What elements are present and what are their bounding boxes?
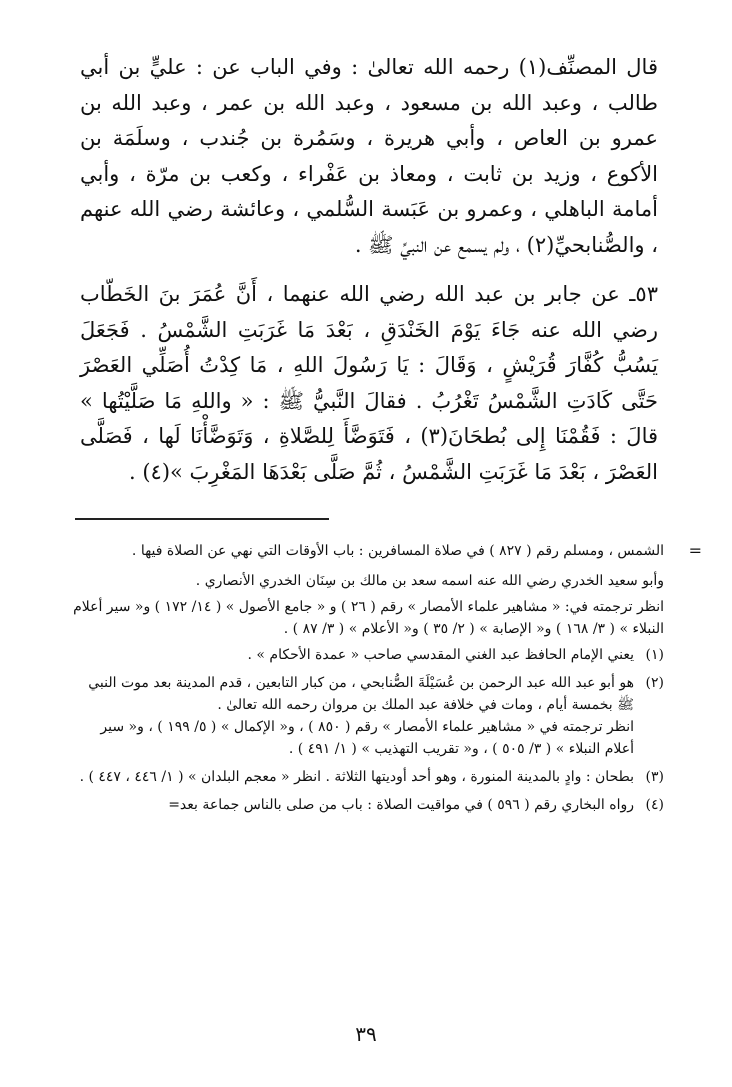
footnote-1 <box>68 644 664 666</box>
footnote-text: رواه البخاري رقم ( ٥٩٦ ) في مواقيت الصلاة : باب من صلى بالناس جماعة بعد= <box>168 797 634 813</box>
footnote-number: (٣) <box>645 769 664 785</box>
author-paragraph: قال المصنِّف(١) رحمه الله تعالىٰ : وفي الباب عن : عليٍّ بن أبي طالب ، وعبد الله بن مسعود ، وعبد الله بن عمر ، وعبد الله بن عمرو بن العاص ، وأبي هريرة ، وسَمُرة بن جُندب ، وسلَمَة بن الأكوع ، وزيد بن ثابت ، ومعاذ بن عَفْراء ، وكعب بن مرّة ، وأبي أمامة الباهلي ، وعمرو بن عَبَسة السُّلمي ، وعائشة رضي الله عنهم ، والصُّنابحيِّ(٢) ، ولم يسمع عن النبيِّ ﷺ . <box>80 55 658 257</box>
footnote-number: (٢) <box>645 675 664 691</box>
footnote-text: انظر ترجمته في « مشاهير علماء الأمصار » رقم ( ٨٥٠ ) ، و« الإكمال » ( ٥/ ١٩٩ ) ، و« سير أعلام النبلاء » ( ٣/ ٥٠٥ ) ، و« تقريب التهذيب » ( ١/ ٤٩١ ) . <box>100 719 634 757</box>
footnote-4 <box>68 794 664 816</box>
footnote-3 <box>68 766 664 788</box>
continuation-text: الشمس ، ومسلم رقم ( ٨٢٧ ) في صلاة المسافرين : باب الأوقات التي نهي عن الصلاة فيها . <box>131 543 664 559</box>
footnote-2 <box>68 672 664 760</box>
footnotes <box>68 540 702 822</box>
footnote-number: (١) <box>645 647 664 663</box>
footnote-continuation <box>68 540 702 640</box>
narrator-biography-refs: انظر ترجمته في: « مشاهير علماء الأمصار » رقم ( ٢٦ ) و « جامع الأصول » ( ١٤/ ١٧٢ ) و« سير أعلام النبلاء » ( ٣/ ١٦٨ ) و« الإصابة » ( ٢/ ٣٥ ) و« الأعلام » ( ٣/ ٨٧ ) . <box>73 599 664 637</box>
hadith-text: عن جابر بن عبد الله رضي الله عنهما ، أَنَّ عُمَرَ بنَ الخَطّاب رضي الله عنه جَاءَ يَوْمَ الخَنْدَقِ ، بَعْدَ مَا غَرَبَتِ الشَّمْسُ . فَجَعَلَ يَسُبُّ كُفَّارَ قُرَيْشٍ ، وَقَالَ : يَا رَسُولَ اللهِ ، مَا كِدْتُ أُصَلِّي العَصْرَ حَتَّى كَادَتِ الشَّمْسُ تَغْرُبُ . فقالَ النَّبيُّ ﷺ : « واللهِ مَا صَلَّيْتُها » قالَ : فَقُمْنَا إِلى بُطحَانَ(٣) ، فَتَوَضَّأَ لِلصَّلاةِ ، وَتَوَضَّأْنَا لَها ، فَصَلَّى العَصْرَ ، بَعْدَ مَا غَرَبَتِ الشَّمْسُ ، ثُمَّ صَلَّى بَعْدَهَا المَغْرِبَ »(٤) . <box>80 282 658 484</box>
hadith-paragraph <box>80 277 658 490</box>
narrator-note: وأبو سعيد الخدري رضي الله عنه اسمه سعد بن مالك بن سِنَان الخدري الأنصاري . <box>195 573 664 589</box>
footnote-separator <box>75 518 329 520</box>
main-text <box>80 50 658 490</box>
footnote-text: بطحان : وادٍ بالمدينة المنورة ، وهو أحد أوديتها الثلاثة . انظر « معجم البلدان » ( ١/ ٤٤٦ ، ٤٤٧ ) . <box>79 769 634 785</box>
page-number: ٣٩ <box>355 1022 377 1046</box>
footnote-text: هو أبو عبد الله عبد الرحمن بن عُسَيْلَةَ الصُّنابحي ، من كبار التابعين ، قدم المدينة بعد موت النبي ﷺ بخمسة أيام ، ومات في خلافة عبد الملك بن مروان رحمه الله تعالىٰ . <box>88 675 634 713</box>
hadith-number: ٥٣ـ <box>629 282 658 306</box>
footnote-text: يعني الإمام الحافظ عبد الغني المقدسي صاحب « عمدة الأحكام » . <box>247 647 634 663</box>
footnote-number: (٤) <box>645 797 664 813</box>
continuation-mark: = <box>688 541 702 560</box>
